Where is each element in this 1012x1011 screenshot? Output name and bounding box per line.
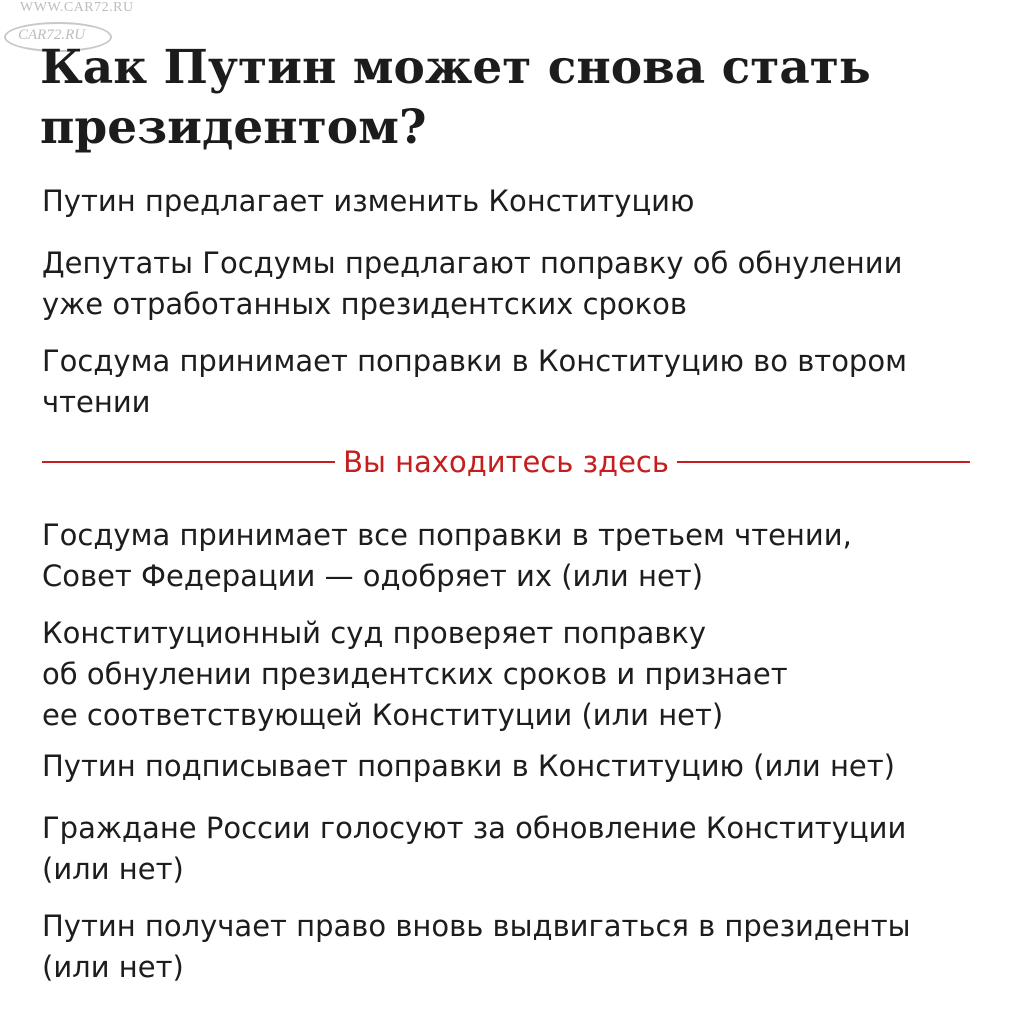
step-6: Путин подписывает поправки в Конституцию (или нет) xyxy=(42,749,895,783)
you-are-here-divider xyxy=(42,440,970,484)
step-3: Госдума принимает поправки в Конституцию во втором чтении xyxy=(42,344,907,419)
watermark-url: WWW.CAR72.RU xyxy=(20,0,134,15)
step-1: Путин предлагает изменить Конституцию xyxy=(42,184,695,218)
step-8: Путин получает право вновь выдвигаться в президенты (или нет) xyxy=(42,909,911,984)
divider-line-left xyxy=(42,461,335,463)
watermark-logo-text: CAR72.RU xyxy=(18,27,86,43)
step-7: Граждане России голосуют за обновление Конституции (или нет) xyxy=(42,811,907,886)
page-title: Как Путин может снова стать президентом? xyxy=(40,40,871,155)
you-are-here-label: Вы находитесь здесь xyxy=(343,445,669,479)
divider-line-right xyxy=(677,461,970,463)
step-2: Депутаты Госдумы предлагают поправку об обнулении уже отработанных президентских сроков xyxy=(42,246,903,321)
step-4: Госдума принимает все поправки в третьем чтении, Совет Федерации — одобряет их (или нет) xyxy=(42,518,852,593)
step-5: Конституционный суд проверяет поправку об обнулении президентских сроков и признает ее соответствующей Конституции (или нет) xyxy=(42,616,788,732)
